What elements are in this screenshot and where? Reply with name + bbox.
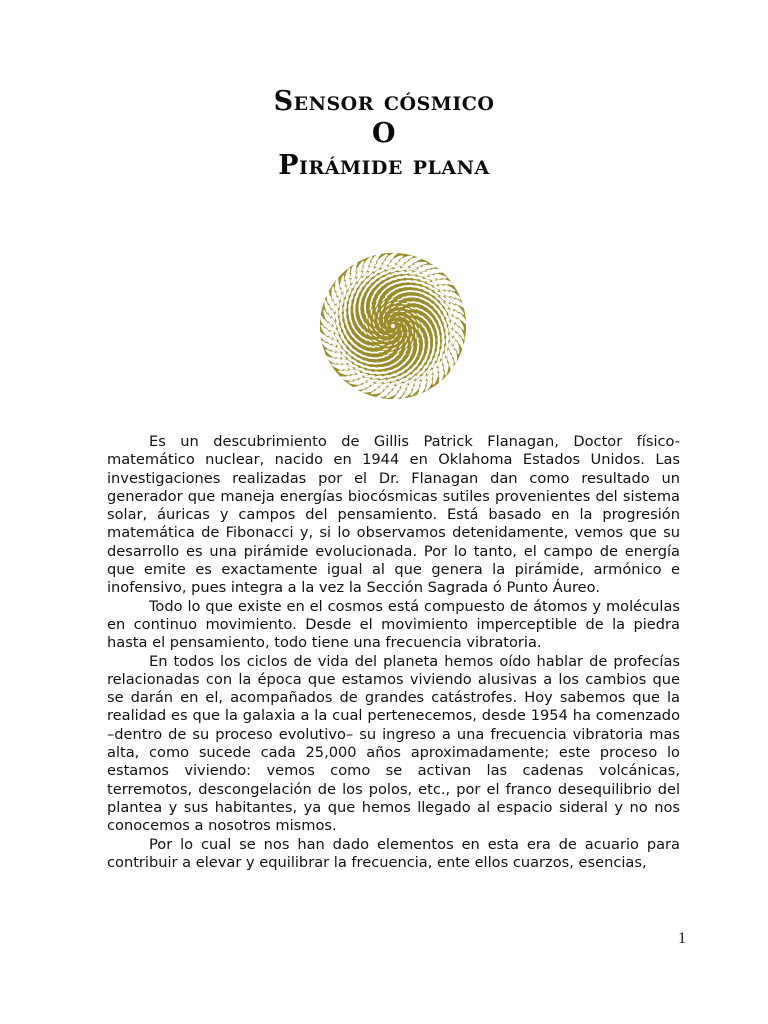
paragraph-4: Por lo cual se nos han dado elementos en esta era de acuario para contribuir a elevar y equilibrar la frecuencia, ente ellos cuarzos, esencias, (107, 835, 680, 871)
emblem-center (391, 324, 395, 328)
title-line-2: O (371, 118, 397, 149)
paragraph-3: En todos los ciclos de vida del planeta hemos oído hablar de profecías relacionadas con la época que estamos viviendo alusivas a los cambios que se darán en el, acompañados de grandes catástrofes. Hoy sabemos que la realidad es que la galaxia a la cual pertenecemos, desde 1954 ha comenzado –dentro de su proceso evolutivo– su ingreso a una frecuencia vibratoria mas alta, como sucede cada 25,000 años aproximadamente; este proceso lo estamos viviendo: vemos como se activan las cadenas volcánicas, terremotos, descongelación de los polos, etc., por el franco desequilibrio del plantea y sus habitantes, ya que hemos llegado al espacio sideral y no nos conocemos a nosotros mismos. (107, 652, 680, 835)
title-line-1: Sensor cósmico (273, 86, 495, 117)
document-title (0, 86, 768, 182)
title-line-3: Pirámide plana (278, 150, 490, 181)
page-number: 1 (678, 930, 686, 947)
paragraph-2: Todo lo que existe en el cosmos está compuesto de átomos y moléculas en continuo movimiento. Desde el movimiento imperceptible de la piedra hasta el pensamiento, todo tiene una frecuencia vibratoria. (107, 597, 680, 652)
emblem-petal (402, 303, 408, 305)
paragraph-1: Es un descubrimiento de Gillis Patrick Flanagan, Doctor físico-matemático nuclear, nacido en 1944 en Oklahoma Estados Unidos. Las investigaciones realizadas por el Dr. Flanagan dan como resultado un generador que maneja energías biocósmicas sutiles provenientes del sistema solar, áuricas y campos del pensamiento. Está basado en la progresión matemática de Fibonacci y, si lo observamos detenidamente, vemos que su desarrollo es una pirámide evolucionada. Por lo tanto, el campo de energía que emite es exactamente igual al que genera la pirámide, armónico e inofensivo, pues integra a la vez la Sección Sagrada ó Punto Áureo. (107, 433, 680, 597)
body-text (107, 433, 680, 872)
fibonacci-spiral-disc-icon (308, 241, 478, 411)
